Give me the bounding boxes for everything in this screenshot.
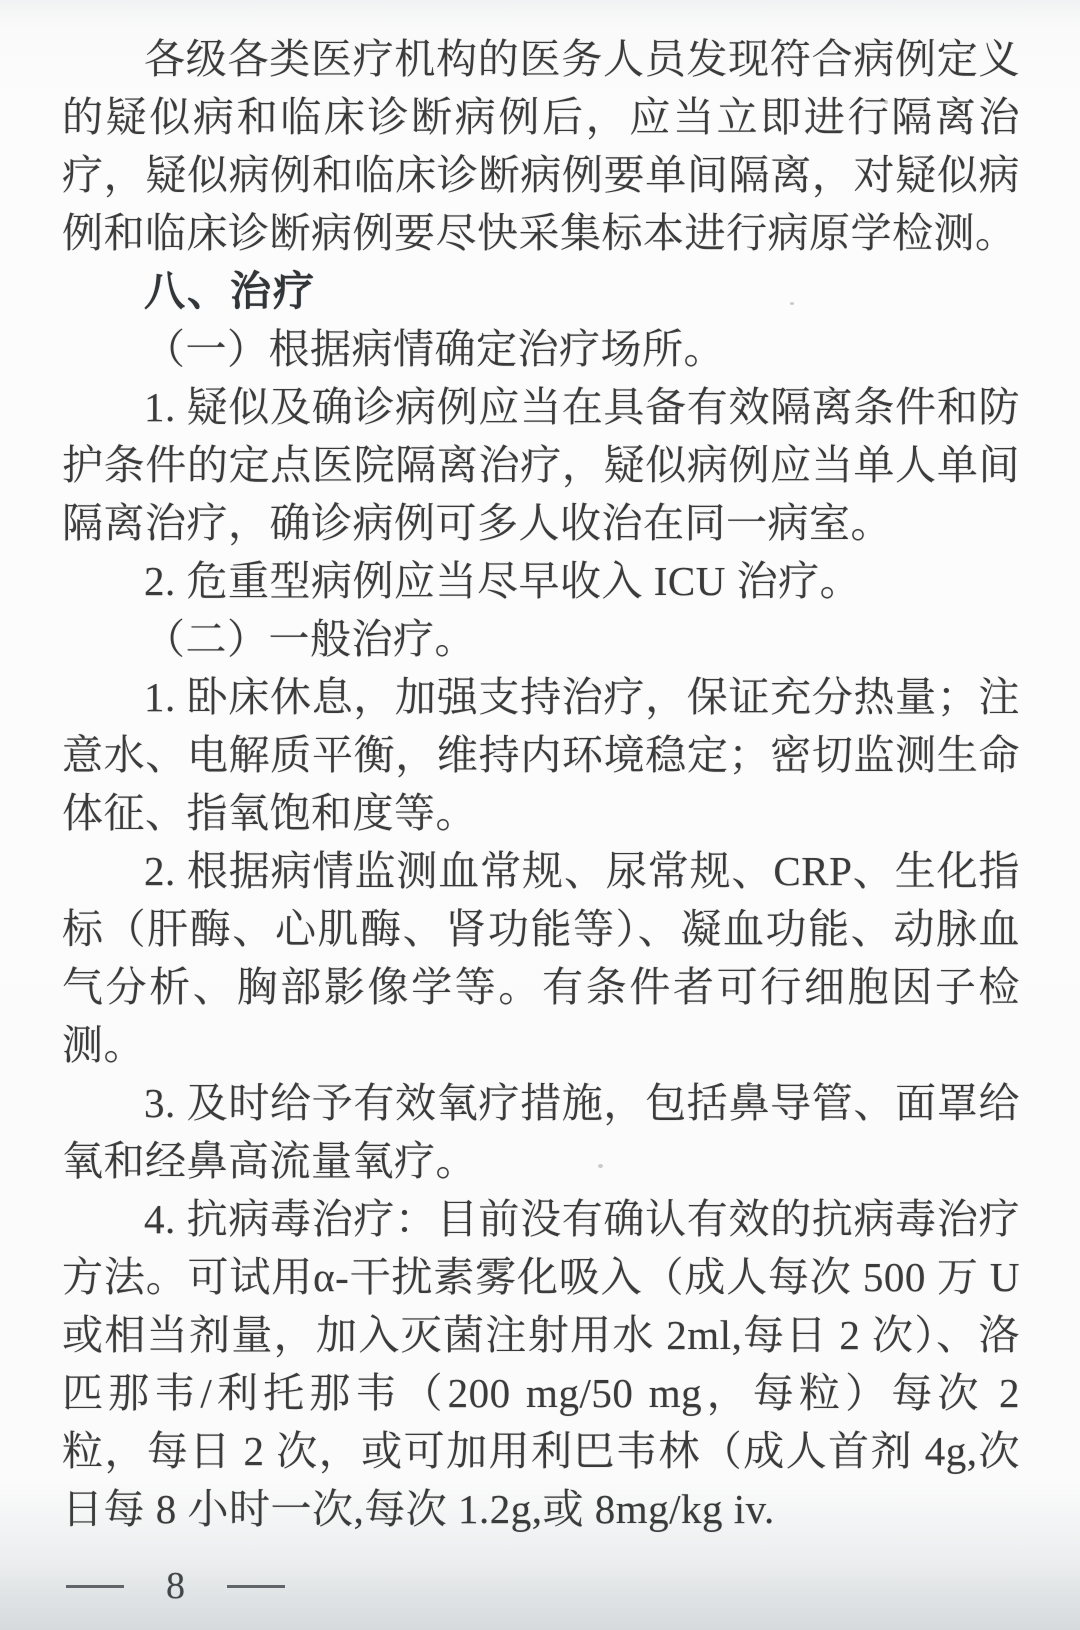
paragraph-item-1-bed-rest: 1. 卧床休息，加强支持治疗，保证充分热量；注意水、电解质平衡，维持内环境稳定；密切监测生命体征、指氧饱和度等。 — [62, 674, 1020, 836]
document-body — [62, 30, 1020, 1538]
scan-speck — [884, 100, 888, 104]
scan-speck — [598, 1164, 603, 1168]
paragraph-item-4-antiviral-therapy: 4. 抗病毒治疗：目前没有确认有效的抗病毒治疗方法。可试用α-干扰素雾化吸入（成人每次 500 万 U 或相当剂量，加入灭菌注射用水 2ml,每日 2 次）、洛匹那韦/利托那韦（200 mg/50 mg，每粒）每次 2 粒，每日 2 次，或可加用利巴韦林（成人首剂 4g,次日每 8 小时一次,每次 1.2g,或 8mg/kg iv. — [62, 1196, 1020, 1532]
page-number: 8 — [166, 1565, 185, 1607]
footer-right-dash — [227, 1585, 285, 1588]
page-footer — [66, 1564, 285, 1608]
subsection-2-title-general-treatment: （二）一般治疗。 — [144, 616, 476, 662]
paragraph-item-3-oxygen-therapy: 3. 及时给予有效氧疗措施，包括鼻导管、面罩给氧和经鼻高流量氧疗。 — [62, 1080, 1020, 1184]
footer-left-dash — [66, 1585, 124, 1588]
subsection-1-title-treatment-location: （一）根据病情确定治疗场所。 — [144, 326, 725, 372]
paragraph-item-2-icu-admission: 2. 危重型病例应当尽早收入 ICU 治疗。 — [144, 558, 862, 604]
paragraph-item-1-designated-hospital: 1. 疑似及确诊病例应当在具备有效隔离条件和防护条件的定点医院隔离治疗，疑似病例应当单人单间隔离治疗，确诊病例可多人收治在同一病室。 — [62, 384, 1020, 546]
section-heading-8-treatment: 八、治疗 — [144, 268, 316, 314]
scan-speck — [790, 302, 794, 305]
paragraph-item-2-lab-monitoring: 2. 根据病情监测血常规、尿常规、CRP、生化指标（肝酶、心肌酶、肾功能等）、凝血功能、动脉血气分析、胸部影像学等。有条件者可行细胞因子检测。 — [62, 848, 1020, 1068]
paragraph-isolation-intro: 各级各类医疗机构的医务人员发现符合病例定义的疑似病和临床诊断病例后，应当立即进行隔离治疗，疑似病例和临床诊断病例要单间隔离，对疑似病例和临床诊断病例要尽快采集标本进行病原学检测。 — [62, 36, 1020, 256]
